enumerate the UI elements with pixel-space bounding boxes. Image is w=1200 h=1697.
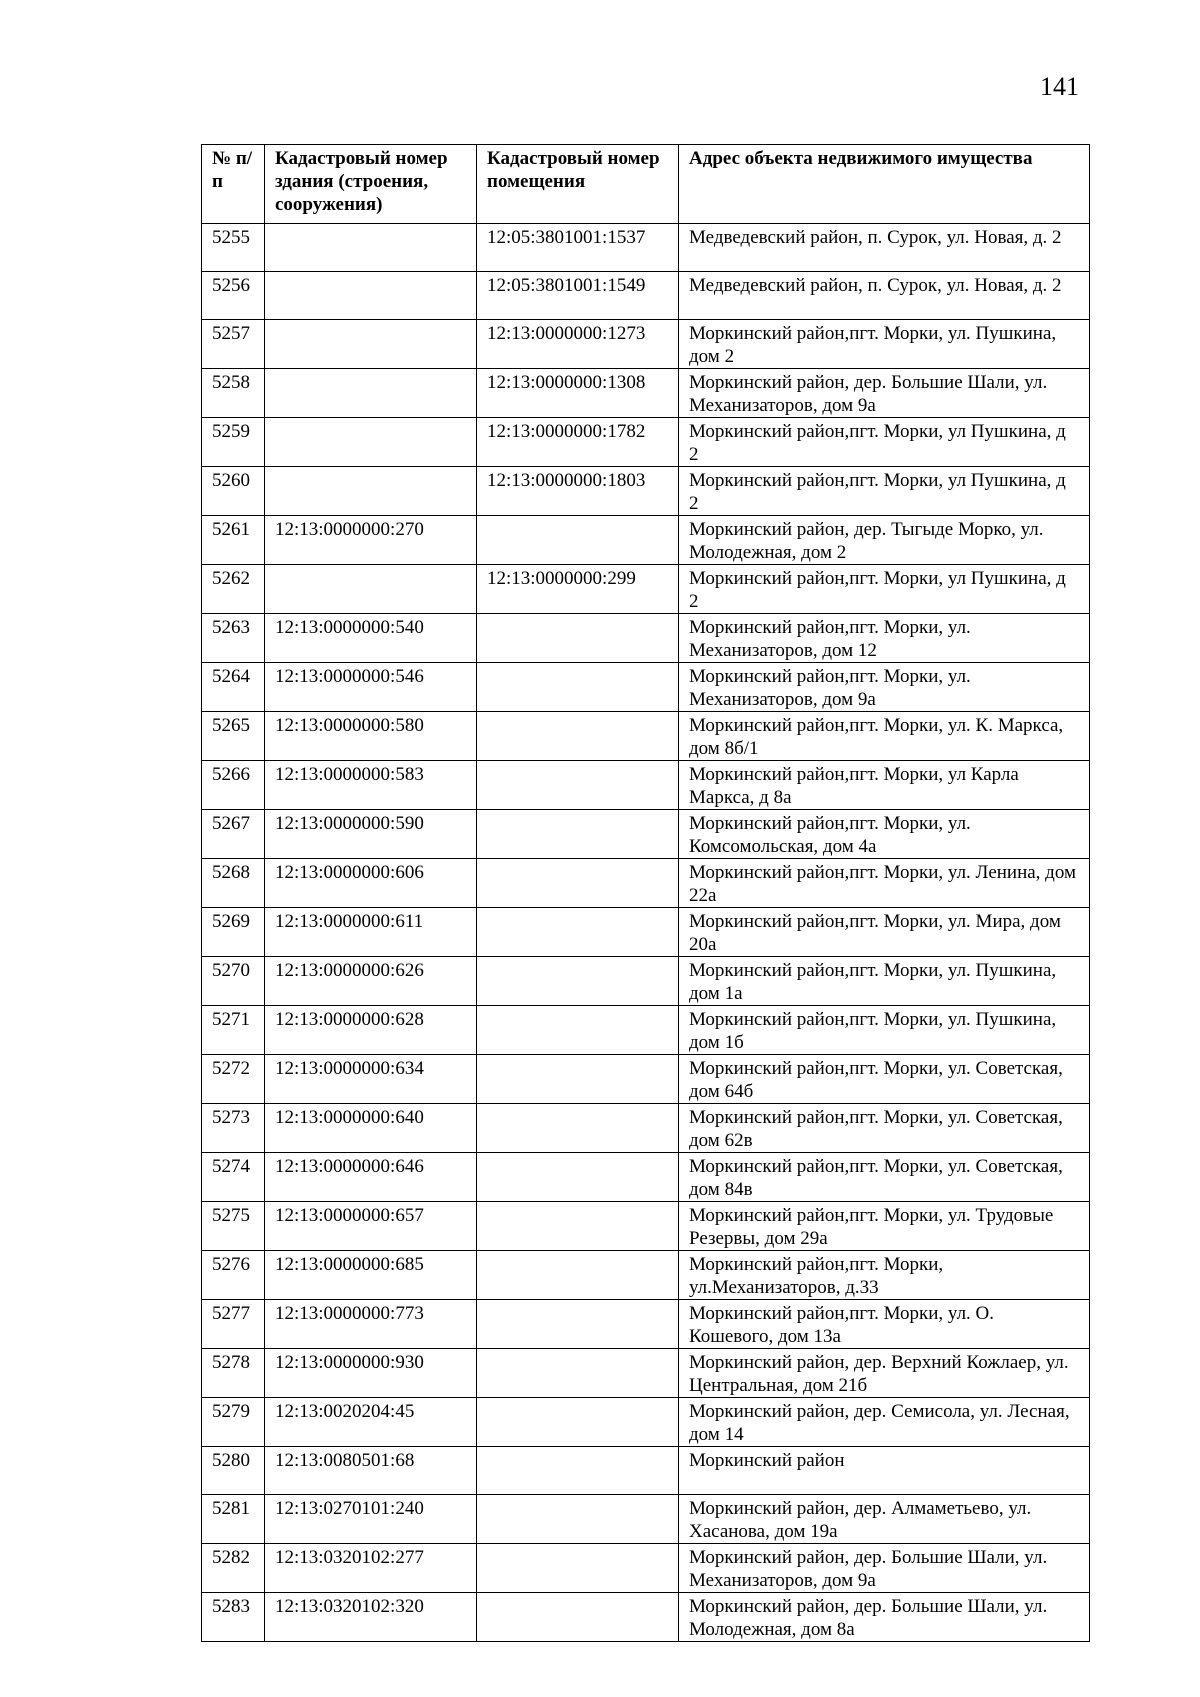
cell-premises-cadastral-number: 12:13:0000000:1273 [477,320,679,369]
cell-building-cadastral-number: 12:13:0000000:634 [265,1055,477,1104]
cell-building-cadastral-number: 12:13:0020204:45 [265,1398,477,1447]
table-row [202,712,1090,761]
cell-address: Медведевский район, п. Сурок, ул. Новая, д. 2 [679,224,1090,272]
cell-address: Моркинский район [679,1447,1090,1495]
cell-building-cadastral-number: 12:13:0080501:68 [265,1447,477,1495]
cell-building-cadastral-number [265,369,477,418]
header-building-cadastral-number: Кадастровый номер здания (строения, сооружения) [265,145,477,224]
cell-premises-cadastral-number [477,761,679,810]
cell-building-cadastral-number [265,565,477,614]
cell-address: Моркинский район,пгт. Морки, ул Пушкина, д 2 [679,467,1090,516]
table-row [202,224,1090,272]
cell-row-number: 5273 [202,1104,265,1153]
cell-building-cadastral-number [265,418,477,467]
table-row [202,1495,1090,1544]
cell-address: Моркинский район,пгт. Морки, ул. Трудовые Резервы, дом 29а [679,1202,1090,1251]
table-row [202,859,1090,908]
cell-address: Моркинский район,пгт. Морки, ул. Пушкина, дом 1а [679,957,1090,1006]
cell-building-cadastral-number: 12:13:0000000:640 [265,1104,477,1153]
cell-premises-cadastral-number [477,1495,679,1544]
cell-building-cadastral-number [265,272,477,320]
cell-premises-cadastral-number [477,516,679,565]
cell-address: Медведевский район, п. Сурок, ул. Новая, д. 2 [679,272,1090,320]
cell-row-number: 5279 [202,1398,265,1447]
cell-address: Моркинский район, дер. Большие Шали, ул. Молодежная, дом 8а [679,1593,1090,1642]
cell-premises-cadastral-number [477,1593,679,1642]
cell-row-number: 5272 [202,1055,265,1104]
cell-row-number: 5269 [202,908,265,957]
cell-row-number: 5277 [202,1300,265,1349]
cell-premises-cadastral-number: 12:13:0000000:1803 [477,467,679,516]
cell-building-cadastral-number: 12:13:0000000:606 [265,859,477,908]
cell-row-number: 5257 [202,320,265,369]
cell-row-number: 5271 [202,1006,265,1055]
cell-row-number: 5260 [202,467,265,516]
cell-premises-cadastral-number [477,1447,679,1495]
table-row [202,1300,1090,1349]
cell-premises-cadastral-number [477,1300,679,1349]
cell-row-number: 5258 [202,369,265,418]
cell-address: Моркинский район,пгт. Морки, ул Пушкина, д 2 [679,565,1090,614]
cell-row-number: 5283 [202,1593,265,1642]
cell-premises-cadastral-number [477,1006,679,1055]
cell-address: Моркинский район, дер. Тыгыде Морко, ул. Молодежная, дом 2 [679,516,1090,565]
cell-building-cadastral-number: 12:13:0000000:590 [265,810,477,859]
cell-premises-cadastral-number [477,1398,679,1447]
cell-row-number: 5282 [202,1544,265,1593]
cell-row-number: 5268 [202,859,265,908]
cell-premises-cadastral-number [477,908,679,957]
cell-address: Моркинский район,пгт. Морки, ул. Советская, дом 62в [679,1104,1090,1153]
cell-address: Моркинский район, дер. Алмаметьево, ул. Хасанова, дом 19а [679,1495,1090,1544]
cell-row-number: 5262 [202,565,265,614]
cell-premises-cadastral-number: 12:13:0000000:1308 [477,369,679,418]
table-row [202,369,1090,418]
cell-row-number: 5276 [202,1251,265,1300]
property-registry-table [201,144,1090,1642]
cell-row-number: 5278 [202,1349,265,1398]
cell-address: Моркинский район,пгт. Морки, ул. О. Кошевого, дом 13а [679,1300,1090,1349]
cell-address: Моркинский район,пгт. Морки, ул. Пушкина, дом 2 [679,320,1090,369]
table-row [202,516,1090,565]
cell-premises-cadastral-number: 12:13:0000000:1782 [477,418,679,467]
cell-premises-cadastral-number [477,1104,679,1153]
cell-address: Моркинский район, дер. Верхний Кожлаер, ул. Центральная, дом 21б [679,1349,1090,1398]
table-row [202,1251,1090,1300]
cell-row-number: 5280 [202,1447,265,1495]
cell-premises-cadastral-number [477,810,679,859]
cell-building-cadastral-number: 12:13:0000000:611 [265,908,477,957]
table-row [202,1104,1090,1153]
cell-address: Моркинский район, дер. Большие Шали, ул. Механизаторов, дом 9а [679,369,1090,418]
cell-building-cadastral-number: 12:13:0000000:626 [265,957,477,1006]
cell-building-cadastral-number: 12:13:0000000:930 [265,1349,477,1398]
cell-building-cadastral-number: 12:13:0320102:320 [265,1593,477,1642]
cell-premises-cadastral-number [477,1349,679,1398]
table-row [202,1349,1090,1398]
cell-building-cadastral-number: 12:13:0320102:277 [265,1544,477,1593]
cell-address: Моркинский район,пгт. Морки, ул. Механизаторов, дом 9а [679,663,1090,712]
cell-row-number: 5267 [202,810,265,859]
cell-address: Моркинский район,пгт. Морки, ул. Ленина, дом 22а [679,859,1090,908]
cell-row-number: 5259 [202,418,265,467]
table-row [202,957,1090,1006]
cell-building-cadastral-number: 12:13:0270101:240 [265,1495,477,1544]
header-row [202,145,1090,224]
cell-address: Моркинский район,пгт. Морки, ул.Механизаторов, д.33 [679,1251,1090,1300]
page-number: 141 [1040,72,1079,101]
table-header [202,145,1090,224]
header-row-number: № п/п [202,145,265,224]
cell-row-number: 5256 [202,272,265,320]
cell-premises-cadastral-number [477,859,679,908]
cell-address: Моркинский район, дер. Семисола, ул. Лесная, дом 14 [679,1398,1090,1447]
table-body [202,224,1090,1642]
cell-building-cadastral-number: 12:13:0000000:685 [265,1251,477,1300]
cell-address: Моркинский район,пгт. Морки, ул. К. Маркса, дом 8б/1 [679,712,1090,761]
cell-address: Моркинский район,пгт. Морки, ул Карла Маркса, д 8а [679,761,1090,810]
cell-premises-cadastral-number [477,614,679,663]
table-row [202,467,1090,516]
cell-row-number: 5266 [202,761,265,810]
header-premises-cadastral-number: Кадастровый номер помещения [477,145,679,224]
cell-row-number: 5264 [202,663,265,712]
table-row [202,614,1090,663]
cell-row-number: 5261 [202,516,265,565]
cell-row-number: 5255 [202,224,265,272]
table-row [202,761,1090,810]
table-row [202,908,1090,957]
cell-building-cadastral-number: 12:13:0000000:583 [265,761,477,810]
cell-address: Моркинский район, дер. Большие Шали, ул. Механизаторов, дом 9а [679,1544,1090,1593]
table-row [202,1447,1090,1495]
cell-premises-cadastral-number: 12:05:3801001:1549 [477,272,679,320]
cell-row-number: 5265 [202,712,265,761]
table-row [202,418,1090,467]
cell-address: Моркинский район,пгт. Морки, ул. Механизаторов, дом 12 [679,614,1090,663]
cell-premises-cadastral-number [477,663,679,712]
cell-row-number: 5270 [202,957,265,1006]
cell-premises-cadastral-number: 12:05:3801001:1537 [477,224,679,272]
table-row [202,1544,1090,1593]
cell-row-number: 5281 [202,1495,265,1544]
table-row [202,565,1090,614]
table-row [202,272,1090,320]
table-row [202,1202,1090,1251]
cell-address: Моркинский район,пгт. Морки, ул. Советская, дом 84в [679,1153,1090,1202]
cell-address: Моркинский район,пгт. Морки, ул. Мира, дом 20а [679,908,1090,957]
cell-building-cadastral-number: 12:13:0000000:546 [265,663,477,712]
cell-premises-cadastral-number [477,1251,679,1300]
table-row [202,1593,1090,1642]
cell-premises-cadastral-number [477,1202,679,1251]
cell-building-cadastral-number [265,467,477,516]
table-row [202,320,1090,369]
cell-premises-cadastral-number [477,1153,679,1202]
cell-building-cadastral-number: 12:13:0000000:628 [265,1006,477,1055]
cell-address: Моркинский район,пгт. Морки, ул. Советская, дом 64б [679,1055,1090,1104]
cell-building-cadastral-number: 12:13:0000000:646 [265,1153,477,1202]
cell-address: Моркинский район,пгт. Морки, ул. Комсомольская, дом 4а [679,810,1090,859]
cell-premises-cadastral-number [477,1544,679,1593]
table-row [202,810,1090,859]
cell-building-cadastral-number: 12:13:0000000:580 [265,712,477,761]
cell-premises-cadastral-number: 12:13:0000000:299 [477,565,679,614]
cell-row-number: 5275 [202,1202,265,1251]
cell-row-number: 5274 [202,1153,265,1202]
table-row [202,1153,1090,1202]
cell-premises-cadastral-number [477,957,679,1006]
cell-building-cadastral-number: 12:13:0000000:657 [265,1202,477,1251]
cell-building-cadastral-number: 12:13:0000000:773 [265,1300,477,1349]
cell-address: Моркинский район,пгт. Морки, ул. Пушкина, дом 1б [679,1006,1090,1055]
table-row [202,663,1090,712]
table-row [202,1398,1090,1447]
header-property-address: Адрес объекта недвижимого имущества [679,145,1090,224]
cell-building-cadastral-number [265,224,477,272]
cell-building-cadastral-number: 12:13:0000000:270 [265,516,477,565]
table-row [202,1006,1090,1055]
cell-building-cadastral-number [265,320,477,369]
table-row [202,1055,1090,1104]
cell-address: Моркинский район,пгт. Морки, ул Пушкина, д 2 [679,418,1090,467]
cell-row-number: 5263 [202,614,265,663]
cell-building-cadastral-number: 12:13:0000000:540 [265,614,477,663]
cell-premises-cadastral-number [477,712,679,761]
cell-premises-cadastral-number [477,1055,679,1104]
